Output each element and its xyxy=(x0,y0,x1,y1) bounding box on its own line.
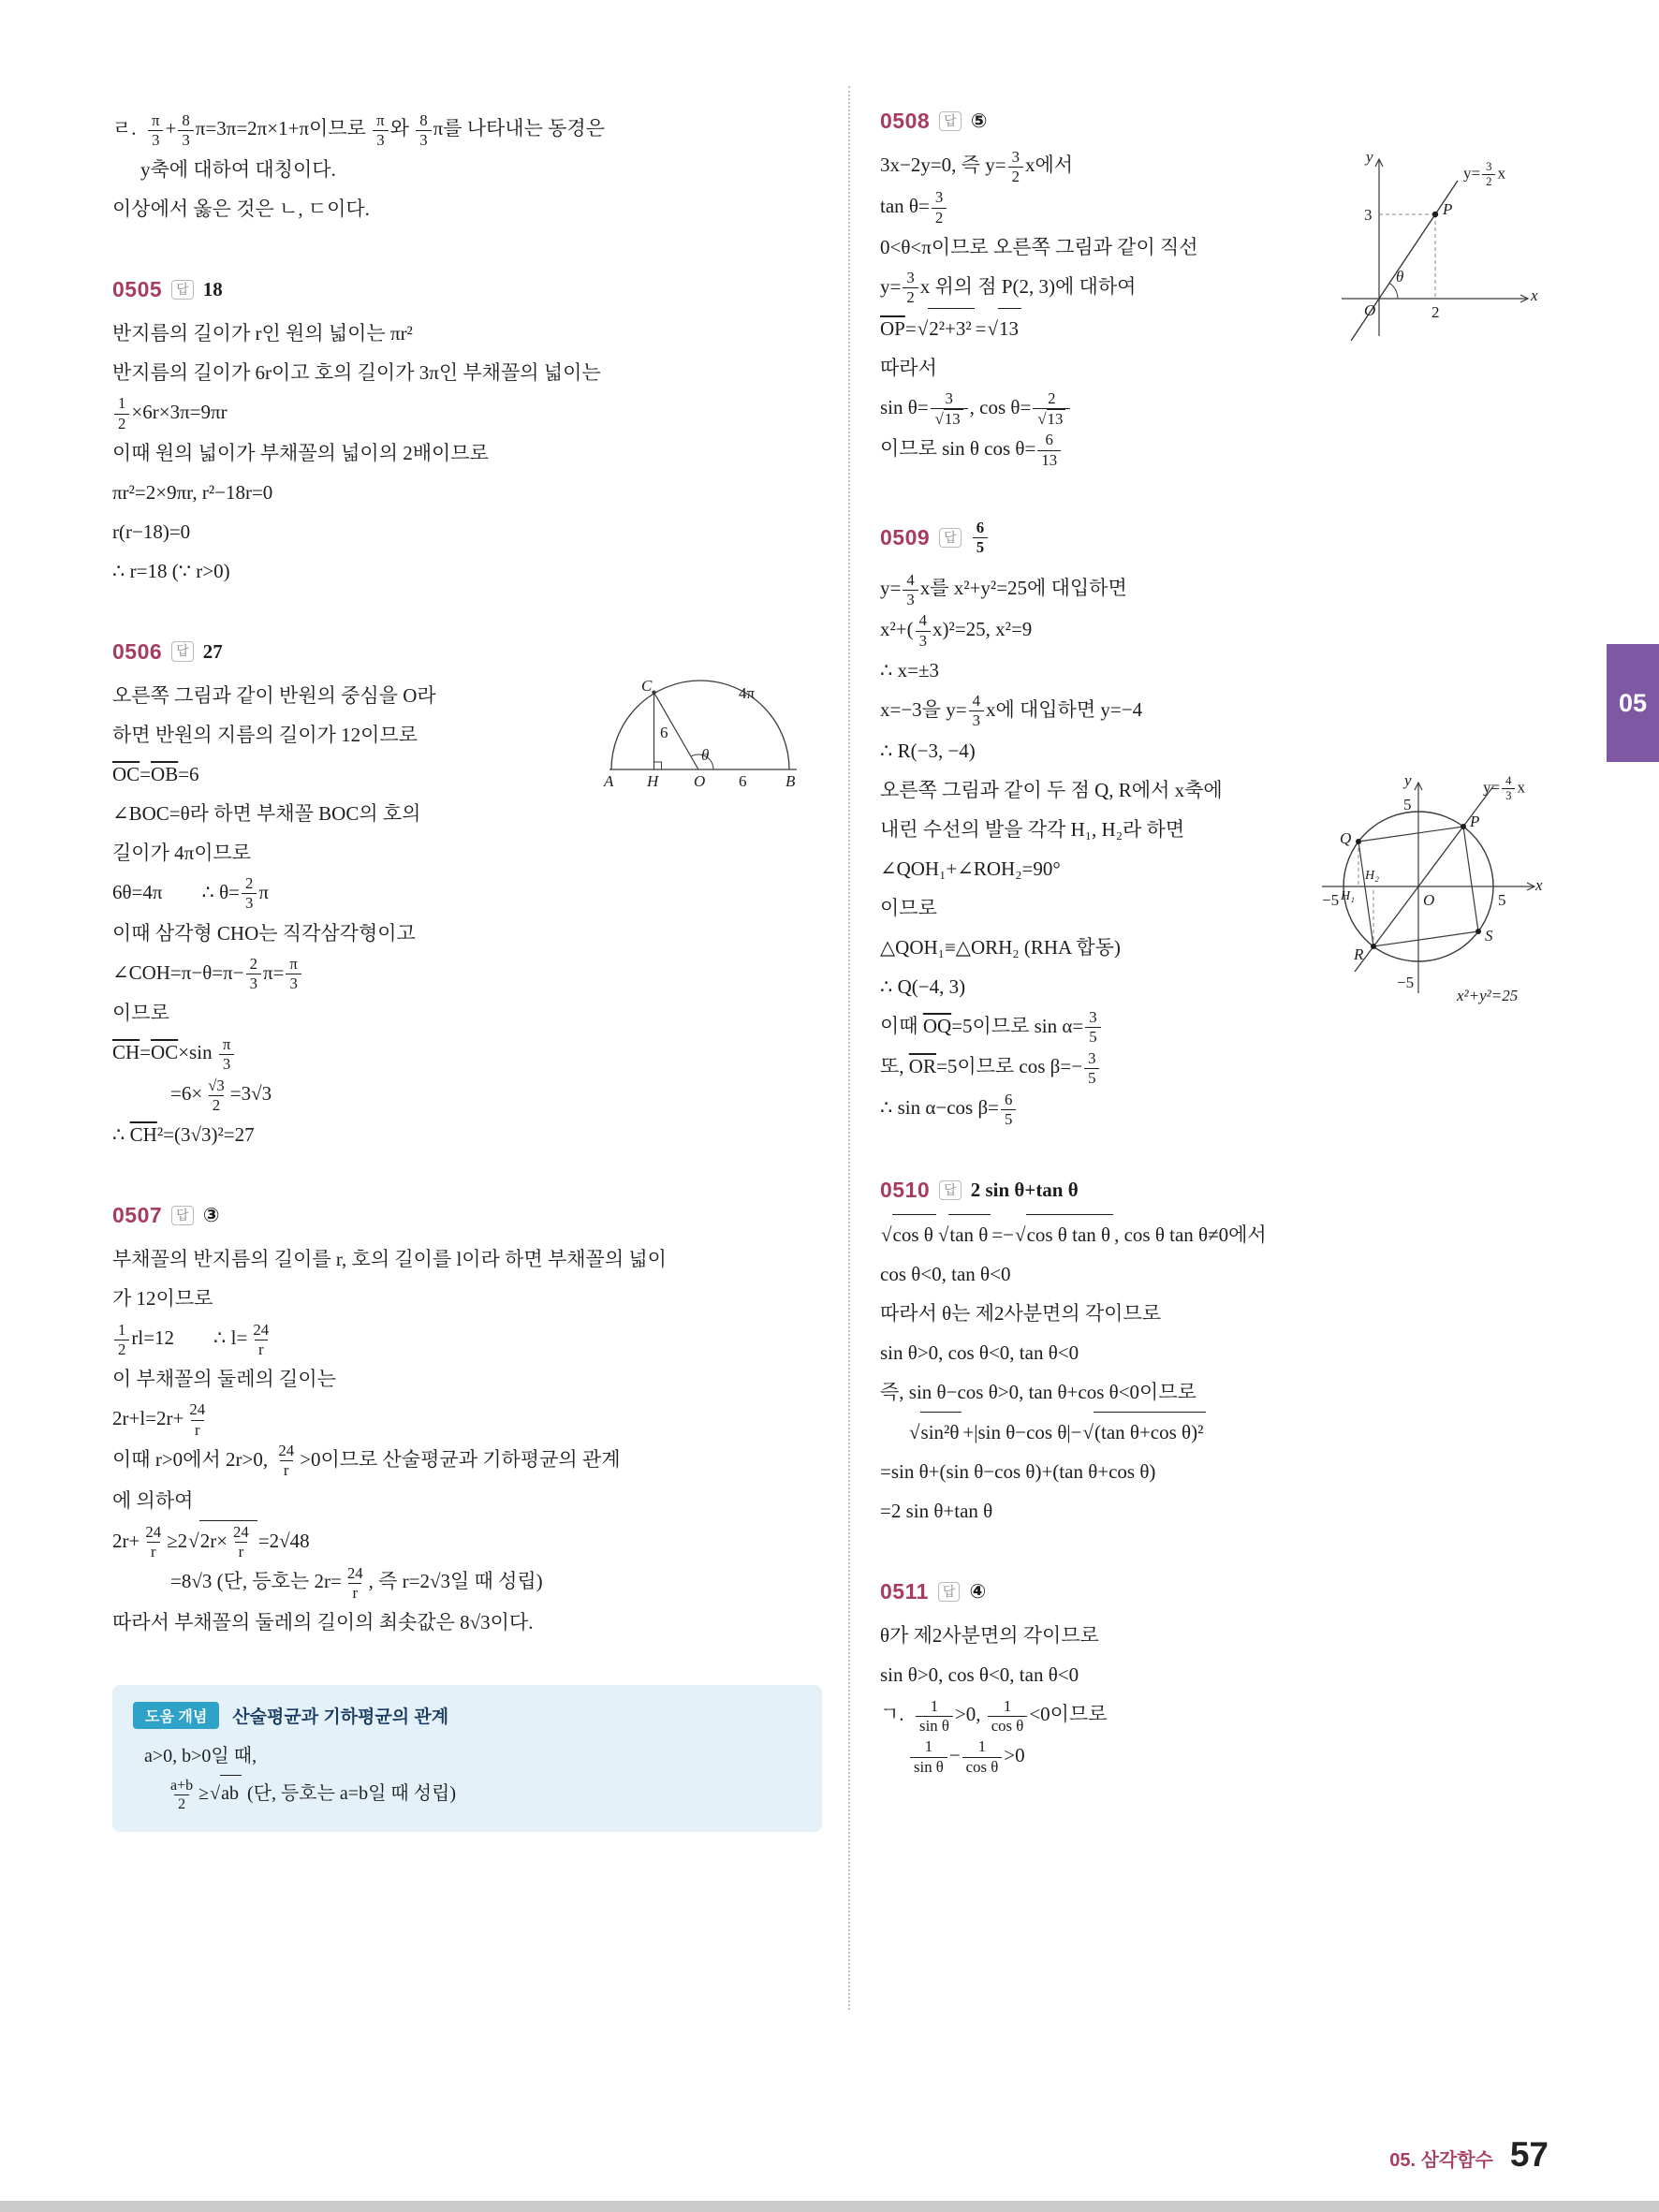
solution-line: ∠BOC=θ라 하면 부채꼴 BOC의 호의 xyxy=(112,801,421,825)
solution-line: $\frac{1}{2}$ ×6r×3π=9πr xyxy=(112,392,822,433)
answer-badge: 답 xyxy=(938,1582,961,1603)
solution-0508 xyxy=(880,109,1547,470)
solution-line: △QOH₁≡△ORH₂ (RHA 합동) xyxy=(880,935,1121,959)
diagram-label-H1: H₁ xyxy=(1341,888,1355,903)
solution-line: sin θ>0, cos θ<0, tan θ<0 xyxy=(880,1663,1079,1687)
diagram-label-neg5-bottom: −5 xyxy=(1397,973,1415,991)
solution-line: $\frac{1}{\text{sin θ}}$ − $\frac{1}{\text{cos θ}}$ >0 xyxy=(880,1736,1547,1777)
diagram-label-S: S xyxy=(1485,926,1493,945)
page-footer xyxy=(1389,2135,1549,2175)
diagram-label-O: O xyxy=(1364,301,1376,319)
solution-line: r(r−18)=0 xyxy=(112,520,191,543)
problem-header xyxy=(112,1203,822,1228)
answer-value: ③ xyxy=(202,1204,220,1227)
diagram-label-theta: θ xyxy=(1396,268,1404,286)
concept-title: 산술평균과 기하평균의 관계 xyxy=(232,1707,449,1728)
solution-line: 하면 반원의 지름의 길이가 12이므로 xyxy=(112,723,418,746)
answer-value: 18 xyxy=(202,277,223,300)
diagram-label-B: B xyxy=(785,771,796,790)
solution-line: θ가 제2사분면의 각이므로 xyxy=(880,1624,1099,1648)
solution-0506 xyxy=(112,639,822,1154)
solution-line: 내린 수선의 발을 각각 H₁, H₂라 하면 xyxy=(880,817,1185,841)
diagram-label-theta: θ xyxy=(701,745,710,764)
answer-badge: 답 xyxy=(939,528,962,549)
solution-line: 또, $\overline{OR}=5$이므로 cos β=− $\frac{3}{5}$ xyxy=(880,1047,1547,1088)
solution-line: √sin²θ +|sin θ−cos θ|−√(tan θ+cos θ)² xyxy=(880,1412,1547,1452)
solution-line: ㄹ. $\frac{\pi}{3}$ + $\frac{8}{3}$ π=3π=2π×1+π이므로 $\frac{\pi}{3}$ 와 $\frac{8}{3}$ π를 나타내는 동경은 xyxy=(112,110,605,149)
solution-line: cos θ<0, tan θ<0 xyxy=(880,1263,1011,1286)
solution-line: sin θ>0, cos θ<0, tan θ<0 xyxy=(880,1341,1079,1365)
solution-line: y축에 대하여 대칭이다. xyxy=(140,157,336,181)
problem-header xyxy=(880,1579,1547,1604)
answer-badge: 답 xyxy=(171,1206,194,1226)
solution-line: 부채꼴의 반지름의 길이를 r, 호의 길이를 l이라 하면 부채꼴의 넓이 xyxy=(112,1248,667,1271)
point-C-dot xyxy=(652,690,655,694)
problem-number: 0506 xyxy=(112,638,163,664)
solution-line: ∴ Q(−4, 3) xyxy=(880,974,966,998)
solution-line: =6× $\frac{√3}{2}$ =3√3 xyxy=(170,1076,272,1114)
diagram-label-neg5-left: −5 xyxy=(1322,890,1340,909)
solution-line: 이때 $\overline{OQ}=5$이므로 sin α= $\frac{3}{5}$ xyxy=(880,1006,1547,1047)
diagram-label-line-equation: y= $\frac{3}{2}$ x xyxy=(1463,160,1505,189)
semicircle-diagram xyxy=(602,676,822,803)
semicircle-arc xyxy=(611,681,789,769)
solution-line: ∴ r=18 (∵ r>0) xyxy=(112,559,230,582)
diagram-label-H2: H₂ xyxy=(1365,868,1379,883)
solution-line: ∴ R(−3, −4) xyxy=(880,739,976,762)
solution-line: sin θ= $\frac{3}{√13}$ , cos θ= $\frac{2}{√13}$ xyxy=(880,388,1547,429)
problem-number: 0508 xyxy=(880,109,931,133)
diagram-label-O: O xyxy=(694,771,706,790)
solution-line: 이므로 xyxy=(880,896,937,919)
diagram-label-2: 2 xyxy=(1431,303,1440,321)
right-column xyxy=(880,109,1547,1784)
solution-line: 이때 삼각형 CHO는 직각삼각형이고 xyxy=(112,921,416,945)
solution-line: 이 부채꼴의 둘레의 길이는 xyxy=(112,1367,336,1390)
diagram-label-H: H xyxy=(647,771,659,790)
problem-number: 0509 xyxy=(880,524,931,549)
solution-0509 xyxy=(880,519,1547,1129)
point-P-dot xyxy=(1432,212,1438,217)
solution-line: 이상에서 옳은 것은 ㄴ, ㄷ이다. xyxy=(112,197,370,220)
solution-line: 오른쪽 그림과 같이 두 점 Q, R에서 x축에 xyxy=(880,778,1223,801)
concept-line: $\frac{a+b}{2}$ ≥√ab (단, 등호는 a=b일 때 성립) xyxy=(133,1775,801,1813)
solution-line: 이때 원의 넓이가 부채꼴의 넓이의 2배이므로 xyxy=(112,441,489,464)
diagram-label-6-base: 6 xyxy=(739,771,747,790)
answer-badge: 답 xyxy=(171,280,194,300)
solution-line: 이므로 sin θ cos θ= $\frac{6}{13}$ xyxy=(880,429,1547,470)
concept-box xyxy=(112,1685,822,1832)
diagram-label-6-left: 6 xyxy=(660,723,668,741)
diagram-label-y: y xyxy=(1366,148,1373,166)
semicircle-diagram-svg xyxy=(602,676,813,790)
problem-header xyxy=(112,639,822,665)
solution-line: 0<θ<π이므로 오른쪽 그림과 같이 직선 xyxy=(880,235,1198,258)
problem-header xyxy=(880,109,1547,134)
point-P-dot xyxy=(1461,824,1466,829)
left-column xyxy=(112,109,822,1832)
solution-line: y= $\frac{4}{3}$ x를 x²+y²=25에 대입하면 xyxy=(880,570,1127,608)
diagram-label-line-equation: y= $\frac{4}{3}$ x xyxy=(1483,773,1525,802)
problem-header xyxy=(880,1178,1547,1203)
solution-0511 xyxy=(880,1579,1547,1777)
solution-line: $\frac{1}{2}$ rl=12 ∴ l= $\frac{24}{r}$ xyxy=(112,1318,822,1359)
answer-badge: 답 xyxy=(939,111,962,132)
solution-line: =8√3 (단, 등호는 2r= $\frac{24}{r}$ , 즉 r=2√3일 때 성립) xyxy=(170,1563,543,1603)
diagram-label-P: P xyxy=(1470,812,1480,830)
solution-line: 이때 r>0에서 2r>0, $\frac{24}{r}$ >0이므로 산술평균과 기하평균의 관계 xyxy=(112,1442,621,1480)
solution-line: 반지름의 길이가 r인 원의 넓이는 πr² xyxy=(112,321,413,344)
solution-line: 에 의하여 xyxy=(112,1488,194,1512)
answer-value: 2 sin θ+tan θ xyxy=(970,1179,1079,1202)
page-bottom-edge xyxy=(0,2201,1659,2212)
answer-value: ⑤ xyxy=(970,110,988,132)
solution-line: =2 sin θ+tan θ xyxy=(880,1500,993,1523)
solution-line: $\overline{OP}=√2^2+3^2 =√13$ xyxy=(880,308,1547,348)
solution-line: 따라서 xyxy=(880,356,937,379)
point-R-dot xyxy=(1371,944,1376,949)
footer-chapter-title: 05. 삼각함수 xyxy=(1389,2150,1493,2171)
solution-line: 6θ=4π ∴ θ= $\frac{2}{3}$ π xyxy=(112,874,270,913)
answer-value: 27 xyxy=(202,639,223,663)
solution-line: πr²=2×9πr, r²−18r=0 xyxy=(112,480,273,504)
concept-box-header xyxy=(133,1702,801,1729)
solution-line: 따라서 θ는 제2사분면의 각이므로 xyxy=(880,1302,1162,1326)
problem-number: 0511 xyxy=(880,1579,929,1604)
circle-diagram xyxy=(1311,770,1547,1010)
solution-intro xyxy=(112,109,822,228)
solution-line: ∠QOH₁+∠ROH₂=90° xyxy=(880,857,1061,880)
diagram-label-x: x xyxy=(1531,286,1538,304)
diagram-label-Q: Q xyxy=(1340,828,1352,847)
solution-line: 따라서 부채꼴의 둘레의 길이의 최솟값은 8√3이다. xyxy=(112,1611,534,1634)
solution-line: ㄱ. $\frac{1}{\text{sin θ}}$ >0, $\frac{1}{\text{cos θ}}$ <0이므로 xyxy=(880,1696,1108,1735)
solution-line: 길이가 4π이므로 xyxy=(112,841,252,864)
diagram-label-O: O xyxy=(1423,890,1435,909)
diagram-label-arc-4pi: 4π xyxy=(739,683,756,702)
concept-line: a>0, b>0일 때, xyxy=(144,1746,257,1767)
diagram-label-circle-equation: x²+y²=25 xyxy=(1457,986,1519,1004)
diagram-label-A: A xyxy=(604,771,614,790)
solution-line: ∴ sin α−cos β= $\frac{6}{5}$ xyxy=(880,1088,1547,1129)
solution-line: 가 12이므로 xyxy=(112,1287,213,1311)
diagram-label-R: R xyxy=(1354,945,1364,963)
solution-line: ∴ x=±3 xyxy=(880,658,939,681)
solution-line: x²+( $\frac{4}{3}$ x)²=25, x²=9 xyxy=(880,611,1033,650)
solution-line: $\overline{OC}=\overline{OB}=6$ xyxy=(112,762,199,785)
solution-line: =sin θ+(sin θ−cos θ)+(tan θ+cos θ) xyxy=(880,1460,1156,1484)
column-divider xyxy=(848,86,850,2010)
problem-number: 0507 xyxy=(112,1203,163,1228)
answer-value: $\frac{6}{5}$ xyxy=(971,519,990,557)
solution-line: 오른쪽 그림과 같이 반원의 중심을 O라 xyxy=(112,683,436,707)
solution-0510 xyxy=(880,1178,1547,1531)
answer-value: ④ xyxy=(969,1580,987,1604)
solution-line: tan θ= $\frac{3}{2}$ xyxy=(880,186,1547,227)
solution-0507 xyxy=(112,1203,822,1642)
problem-number: 0510 xyxy=(880,1178,931,1203)
diagram-label-y: y xyxy=(1404,770,1412,789)
solution-line: 반지름의 길이가 6r이고 호의 길이가 3π인 부채꼴의 넓이는 xyxy=(112,360,601,384)
solution-line: $\overline{CH}=\overline{OC}\times\sin$ $\frac{\pi}{3}$ xyxy=(112,1033,822,1074)
solution-line: 2r+ $\frac{24}{r}$ ≥2√2r× $\frac{24}{r}$ =2√48 xyxy=(112,1520,822,1562)
diagram-label-5-right: 5 xyxy=(1498,890,1506,909)
point-Q-dot xyxy=(1356,839,1361,844)
solution-line: ∠COH=π−θ=π− $\frac{2}{3}$ π= $\frac{\pi}{3}$ xyxy=(112,953,822,994)
diagram-label-x: x xyxy=(1535,875,1543,894)
solution-line: 2r+l=2r+ $\frac{24}{r}$ xyxy=(112,1400,206,1439)
solution-0505 xyxy=(112,277,822,591)
solution-line: √cos θ √tan θ =−√cos θ tan θ , cos θ tan θ≠0에서 xyxy=(880,1214,1547,1254)
solution-line: ∴ $\overline{CH}^2=(3√3)^2=27$ xyxy=(112,1123,255,1147)
point-S-dot xyxy=(1475,929,1481,934)
line-graph-diagram xyxy=(1327,149,1547,350)
footer-page-number: 57 xyxy=(1509,2135,1549,2174)
diagram-label-C: C xyxy=(641,676,653,695)
diagram-label-3: 3 xyxy=(1364,206,1373,224)
right-angle-mark xyxy=(654,762,662,769)
problem-number: 0505 xyxy=(112,276,163,301)
problem-header xyxy=(112,277,822,302)
answer-badge: 답 xyxy=(171,641,194,662)
solution-line: 3x−2y=0, 즉 y= $\frac{3}{2}$ x에서 xyxy=(880,147,1074,185)
diagram-label-P: P xyxy=(1443,200,1453,218)
diagram-label-5-top: 5 xyxy=(1403,795,1412,813)
solution-line: 이므로 xyxy=(112,1002,169,1025)
problem-header xyxy=(880,519,1547,557)
solution-line: y= $\frac{3}{2}$ x 위의 점 P(2, 3)에 대하여 xyxy=(880,269,1137,307)
answer-badge: 답 xyxy=(939,1180,962,1201)
solution-line: 즉, sin θ−cos θ>0, tan θ+cos θ<0이므로 xyxy=(880,1381,1197,1404)
concept-badge: 도움 개념 xyxy=(133,1702,219,1729)
chapter-side-tab: 05 xyxy=(1607,644,1659,762)
solution-line: x=−3을 y= $\frac{4}{3}$ x에 대입하면 y=−4 xyxy=(880,692,1143,730)
